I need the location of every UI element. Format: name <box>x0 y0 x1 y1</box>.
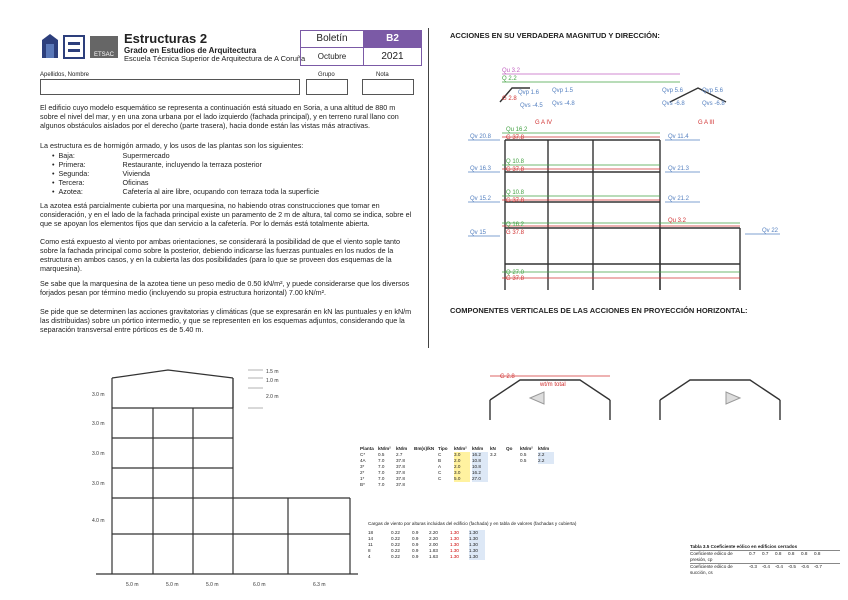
grade-label: Nota <box>376 72 389 78</box>
statement-p1: El edificio cuyo modelo esquemático se representa a continuación está situado en Soria, a una altitud de 880 m sobre el nivel del mar, y en una zona urbana por el lado izquierdo (fachada principal), y en terreno rural llano con algunos obstáculos aislados por el derecho (parte trasera), hacia donde están las vistas más atractivas. <box>40 103 399 130</box>
svg-text:1.0 m: 1.0 m <box>266 378 279 384</box>
wind-table <box>368 530 608 560</box>
svg-text:5.0 m: 5.0 m <box>206 582 219 588</box>
table-row: 2* 7.0 37.8 C 3.0 16.2 <box>360 470 740 476</box>
svg-text:Q 16.2: Q 16.2 <box>506 222 525 228</box>
name-field[interactable] <box>40 79 300 95</box>
heading-true-magnitude: ACCIONES EN SU VERDADERA MAGNITUD Y DIRECCIÓN: <box>450 31 660 40</box>
svg-text:Qv 22: Qv 22 <box>762 228 779 234</box>
group-field[interactable] <box>306 79 348 95</box>
statement-p6: Se pide que se determinen las acciones gravitatorias y climáticas (que se expresarán en kN las puntuales y en kN/m las distribuidas) sobre un pórtico intermedio, y que se representen en los esquemas adjuntos, considerando que la separación transversal entre pórticos es de 5.40 m. <box>40 307 412 334</box>
table-row: 4A 7.0 37.8 B 2.0 10.8 0.5 2.2 <box>360 458 740 464</box>
course-title: Estructuras 2 <box>124 31 208 46</box>
statement-p4: Como está expuesto al viento por ambas orientaciones, se considerará la posibilidad de que el viento sople tanto sobre la fachada principal como sobre la posterior, debiendo indicarse las fuerzas puntuales en los nudos de la estructura en ambos casos, y en la cubierta las dos posibilidades (para lo que se proveen dos esquemas de la marquesina). <box>40 237 400 273</box>
svg-text:G 2.8: G 2.8 <box>502 96 517 102</box>
table-row: 14 0.22 0.9 2.20 1.30 1.30 <box>368 536 608 542</box>
svg-text:ETSAC: ETSAC <box>93 52 115 58</box>
svg-text:Qv 20.8: Qv 20.8 <box>470 134 492 140</box>
svg-text:Qu 3.2: Qu 3.2 <box>668 218 687 224</box>
svg-text:1.5 m: 1.5 m <box>266 369 279 375</box>
svg-text:G 37.8: G 37.8 <box>506 276 525 282</box>
svg-text:G 37.8: G 37.8 <box>506 230 525 236</box>
table-row: 4 0.22 0.9 1.63 1.30 1.30 <box>368 554 608 560</box>
uses-list <box>52 151 319 196</box>
table-row: 11 0.22 0.9 2.00 1.30 1.30 <box>368 542 608 548</box>
degree-title: Grado en Estudios de Arquitectura <box>124 46 257 55</box>
svg-text:Qvs -6.8: Qvs -6.8 <box>662 101 685 107</box>
heading-vertical-components: COMPONENTES VERTICALES DE LAS ACCIONES EN PROYECCIÓN HORIZONTAL: <box>450 306 748 315</box>
table-row: 8 0.22 0.9 1.83 1.30 1.30 <box>368 548 608 554</box>
use-item: • Segunda: Vivienda <box>52 169 150 178</box>
use-item: • Azotea: Cafetería al aire libre, ocupando con terraza toda la superficie <box>52 187 320 196</box>
svg-text:Qv 21.2: Qv 21.2 <box>668 196 690 202</box>
svg-text:Qvs -4.5: Qvs -4.5 <box>520 103 543 109</box>
svg-text:Qu 16.2: Qu 16.2 <box>506 127 528 133</box>
svg-text:Qv 15: Qv 15 <box>470 230 487 236</box>
wind-note: Cargas de viento por alturas incluidas del edificio (fachada) y en tabla de valores (fachadas y cubierta) <box>368 521 577 526</box>
svg-text:Q 2.2: Q 2.2 <box>502 76 517 82</box>
svg-text:Qvp 1.6: Qvp 1.6 <box>518 90 540 96</box>
boletin-month: Octubre <box>301 48 364 65</box>
svg-text:Qvp 5.6: Qvp 5.6 <box>702 88 724 94</box>
statement-p3: La azotea está parcialmente cubierta por una marquesina, no habiendo otras construcciones que tomar en consideración, y en el lado de la fachada principal existe un paramento de 2 m de altura, tal como se indica, sobre el que se apoyan los elementos fijos que dan servicio a la cafetería. Por lo demás está totalmente abierta. <box>40 201 412 228</box>
table-row: Coeficiente eólico de presión, cp 0.7 0.7 0.8 0.8 0.8 0.8 <box>690 550 840 563</box>
table-row: 18 0.22 0.9 2.20 1.30 1.30 <box>368 530 608 536</box>
svg-text:Qvs -6.8: Qvs -6.8 <box>702 101 725 107</box>
svg-text:Qv 21.3: Qv 21.3 <box>668 166 690 172</box>
table-row: 3* 7.0 37.8 A 2.0 10.8 <box>360 464 740 470</box>
coef-table: Tabla 3.5 Coeficiente eólico en edificios cerrados Coeficiente eólico de presión, cp 0.7 0.7 0.8 0.8 0.8 0.8 Coeficiente eólico de succión, cs -0.3 -0.4 -0.4 -0.5 -0.6 -0.7 <box>690 544 840 576</box>
gravity-table: Planta kN/m² kN/m Bm(s)/kN Tipo kN/m² kN/m kN Qo kN/m² kN/m C* 0.5 2.7 C 3.0 16.2 3.2 0.5 2.2 4A 7.0 37.8 B 2.0 10.8 0.5 2.2 3* 7.0 37.8 A 2.0 10.8 2* 7.0 37.8 C 3.0 16.2 1* 7.0 37.8 C 5.0 27.0 B* 7.0 37.8 <box>360 446 740 488</box>
svg-text:Q 10.8: Q 10.8 <box>506 190 525 196</box>
svg-text:Q 27.0: Q 27.0 <box>506 270 525 276</box>
svg-text:3.0 m: 3.0 m <box>92 421 105 427</box>
projection-diagram <box>470 364 840 424</box>
svg-text:G 37.8: G 37.8 <box>506 135 525 141</box>
svg-text:Qv 16.3: Qv 16.3 <box>470 166 492 172</box>
group-label: Grupo <box>318 72 335 78</box>
svg-text:G 37.8: G 37.8 <box>506 198 525 204</box>
svg-text:G A IV: G A IV <box>535 120 553 126</box>
statement-p5: Se sabe que la marquesina de la azotea tiene un peso medio de 0.50 kN/m², y puede considerarse que los diversos forjados pesan por término medio (incluyendo su propia estructura horizontal) 7.00 kN/m². <box>40 279 410 297</box>
svg-text:Qvp 1.5: Qvp 1.5 <box>552 88 574 94</box>
svg-text:6.3 m: 6.3 m <box>313 582 326 588</box>
svg-text:3.0 m: 3.0 m <box>92 392 105 398</box>
svg-text:Qvs -4.8: Qvs -4.8 <box>552 101 575 107</box>
svg-text:Qv 11.4: Qv 11.4 <box>668 134 689 140</box>
svg-text:G 2.8: G 2.8 <box>500 374 515 380</box>
svg-text:Qv 15.2: Qv 15.2 <box>470 196 492 202</box>
boletin-year: 2021 <box>381 51 404 62</box>
school-name: Escuela Técnica Superior de Arquitectura de A Coruña <box>124 54 306 63</box>
use-item: • Tercera: Oficinas <box>52 178 149 187</box>
column-divider <box>428 28 429 348</box>
statement-p2: La estructura es de hormigón armado, y los usos de las plantas son los siguientes: <box>40 141 304 150</box>
svg-text:5.0 m: 5.0 m <box>126 582 139 588</box>
use-item: • Primera: Restaurante, incluyendo la terraza posterior <box>52 160 262 169</box>
table-row: B* 7.0 37.8 <box>360 482 405 487</box>
svg-text:3.0 m: 3.0 m <box>92 451 105 457</box>
svg-text:3.0 m: 3.0 m <box>92 481 105 487</box>
etsac-logo <box>40 32 120 62</box>
svg-text:Qu 3.2: Qu 3.2 <box>502 68 521 74</box>
svg-text:4.0 m: 4.0 m <box>92 518 105 524</box>
svg-text:6.0 m: 6.0 m <box>253 582 266 588</box>
svg-text:Q 10.8: Q 10.8 <box>506 159 525 165</box>
grade-field[interactable] <box>362 79 414 95</box>
svg-text:G A III: G A III <box>698 120 715 126</box>
table-row: Coeficiente eólico de succión, cs -0.3 -0.4 -0.4 -0.5 -0.6 -0.7 <box>690 563 840 576</box>
name-label: Apellidos, Nombre <box>40 72 90 78</box>
boletin-box <box>300 30 422 66</box>
svg-text:wt/m total: wt/m total <box>540 382 566 388</box>
use-item: • Baja: Supermercado <box>52 151 170 160</box>
load-diagram <box>440 60 840 300</box>
frame-drawing <box>88 364 388 596</box>
svg-text:2.0 m: 2.0 m <box>266 394 279 400</box>
boletin-label: Boletín <box>301 31 364 48</box>
table-row: 1* 7.0 37.8 C 5.0 27.0 <box>360 476 740 482</box>
svg-text:G 37.8: G 37.8 <box>506 167 525 173</box>
svg-text:5.0 m: 5.0 m <box>166 582 179 588</box>
table-row: C* 0.5 2.7 C 3.0 16.2 3.2 0.5 2.2 <box>360 452 740 458</box>
boletin-code: B2 <box>364 31 421 48</box>
svg-text:Qvp 5.6: Qvp 5.6 <box>662 88 684 94</box>
